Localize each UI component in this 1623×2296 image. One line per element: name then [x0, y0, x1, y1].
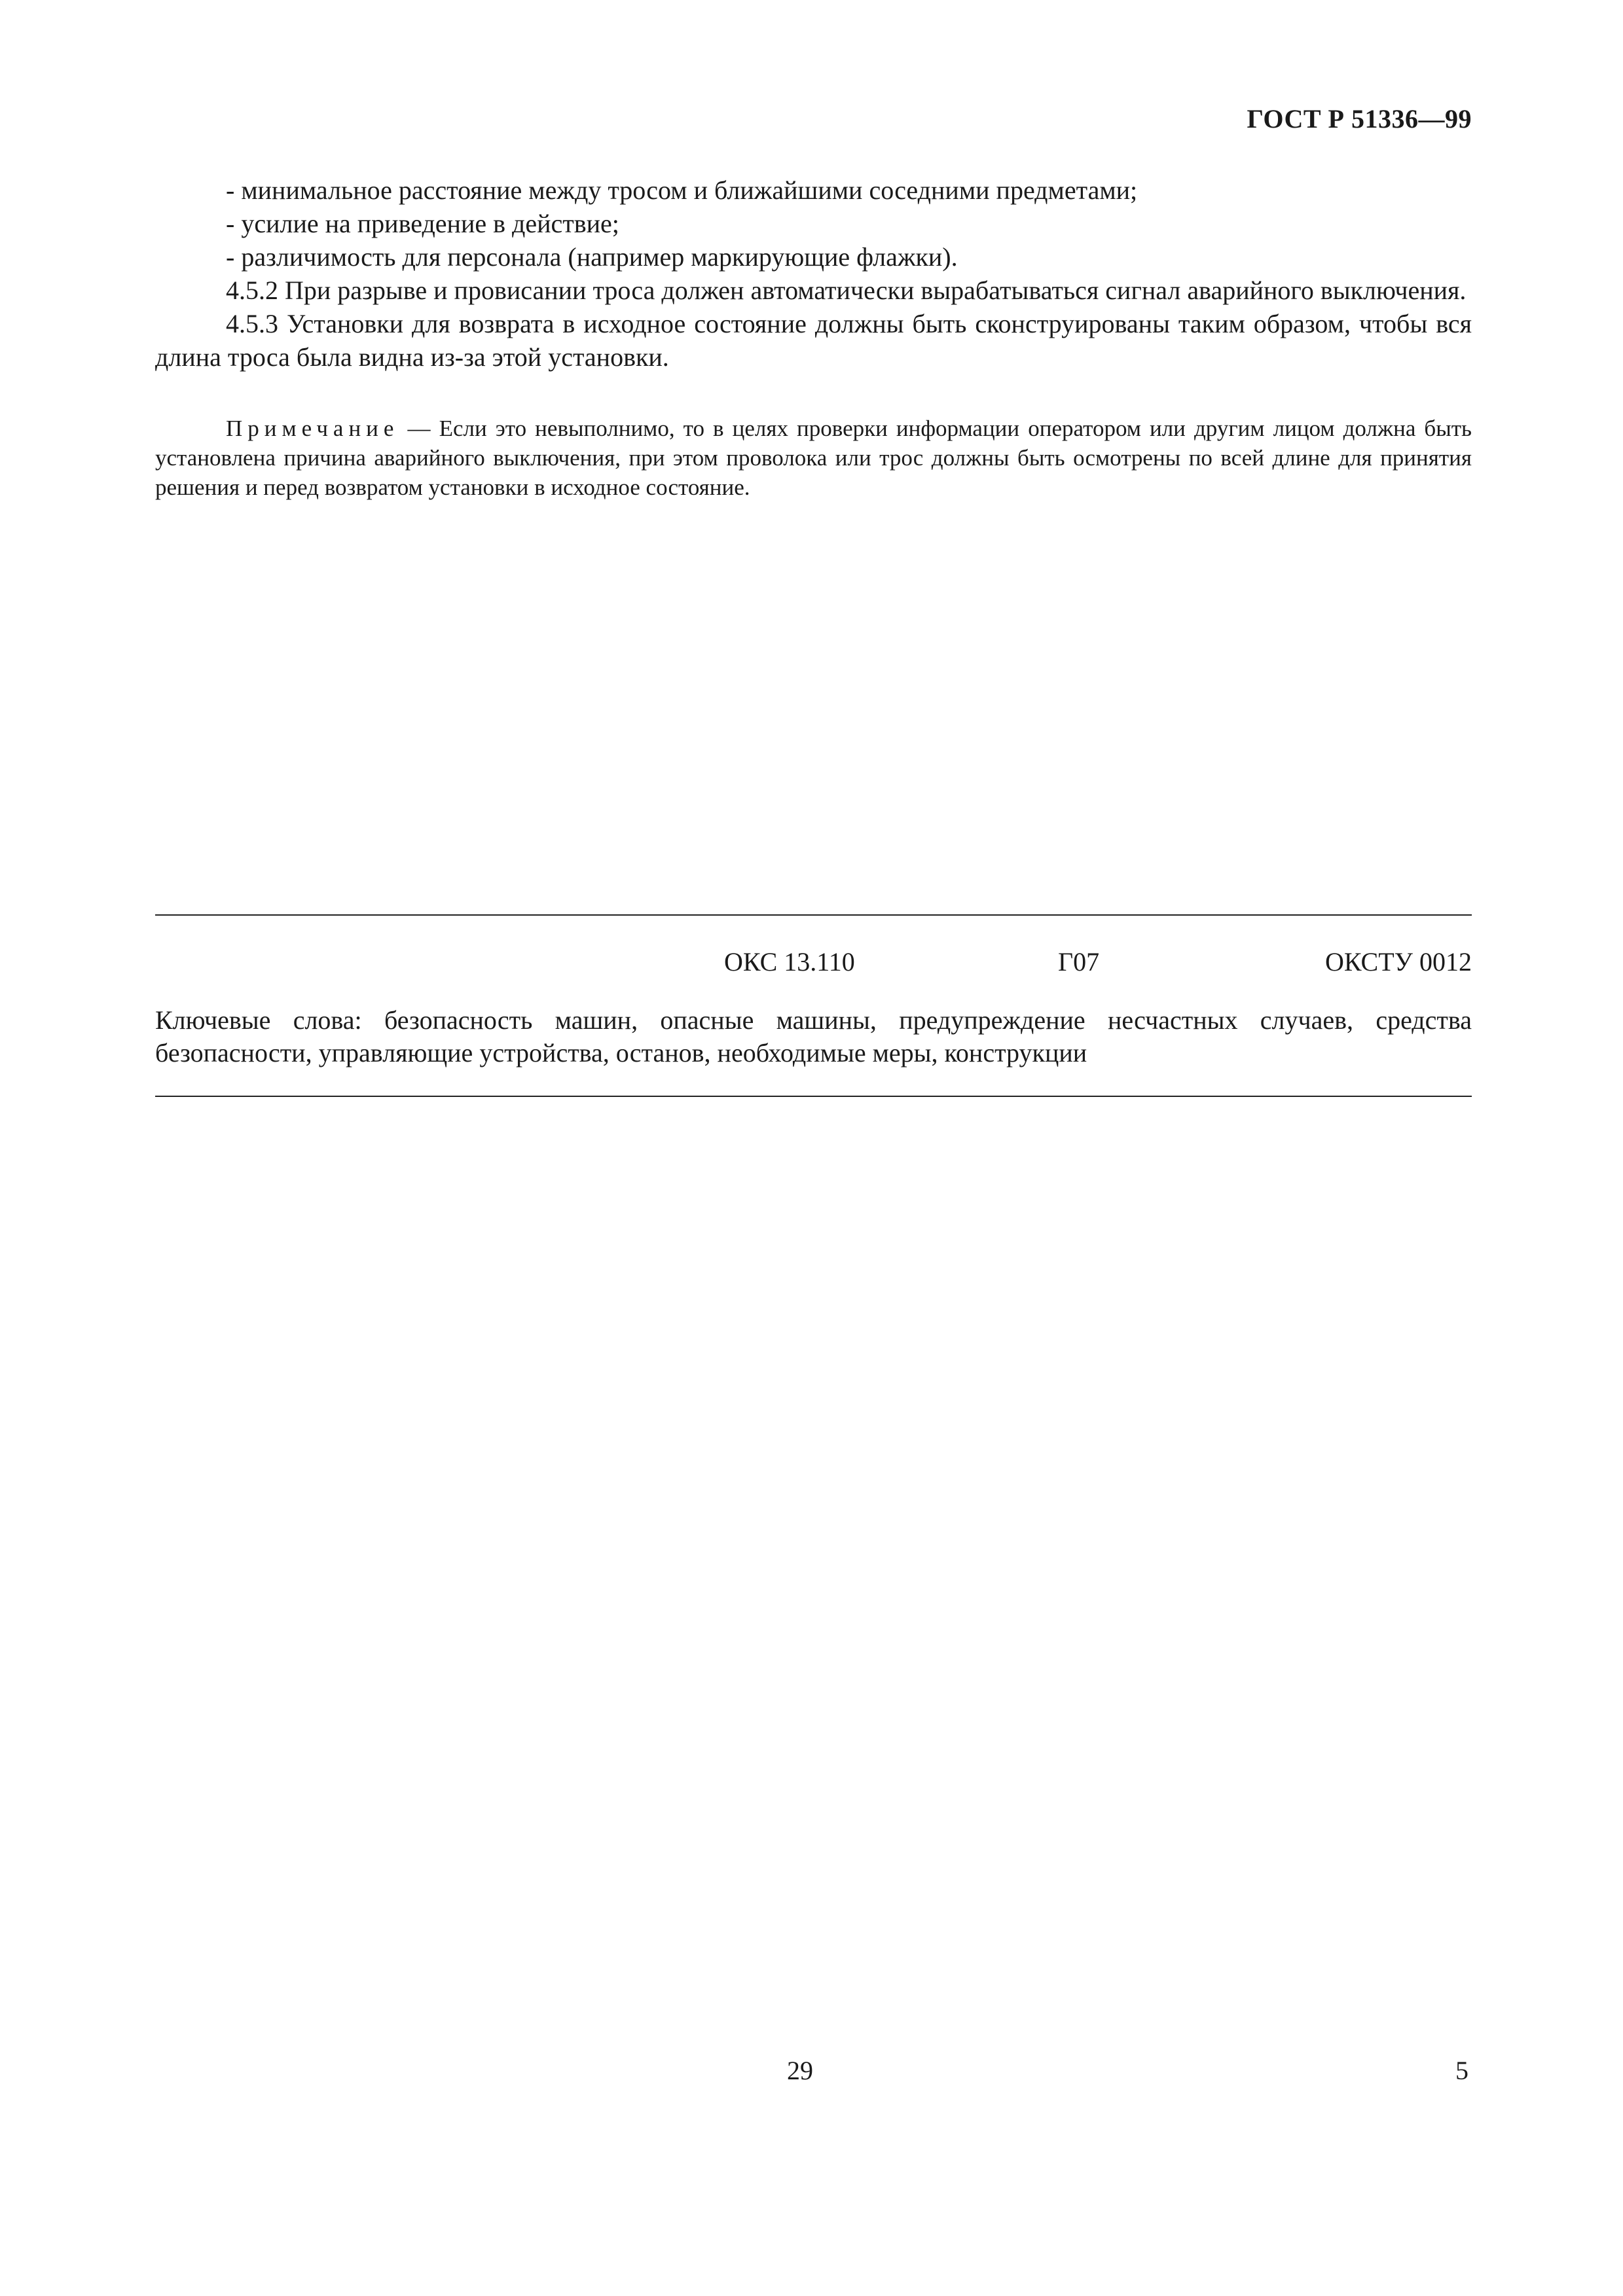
note-text: — Если это невыполнимо, то в целях проверки информации оператором или другим лицом должна быть установлена причина аварийного выключения, при этом проволока или трос должны быть осмотрены по всей длине для принятия решения и перед возвратом установки в исходное состояние. — [155, 416, 1472, 500]
note-paragraph — [155, 414, 1472, 502]
oks-code: ОКС 13.110 — [724, 947, 855, 977]
page-number-right: 5 — [1455, 2056, 1468, 2085]
body-text — [155, 173, 1472, 374]
divider-top — [155, 914, 1472, 916]
divider-bottom — [155, 1096, 1472, 1097]
list-item-min-distance: - минимальное расстояние между тросом и ближайшими соседними предметами; — [226, 175, 1138, 205]
note-label: Примечание — [226, 416, 399, 441]
clause-4-5-2: 4.5.2 При разрыве и провисании троса должен автоматически вырабатываться сигнал аварийного выключения. — [226, 276, 1467, 305]
page-number-center: 29 — [787, 2056, 813, 2085]
clause-4-5-3: 4.5.3 Установки для возврата в исходное состояние должны быть сконструированы таким образом, чтобы вся длина троса была видна из-за этой установки. — [155, 309, 1472, 372]
list-item-visibility: - различимость для персонала (например маркирующие флажки). — [226, 242, 958, 272]
group-code: Г07 — [1058, 947, 1100, 977]
document-standard-header: ГОСТ Р 51336—99 — [1247, 104, 1472, 134]
keywords-paragraph: Ключевые слова: безопасность машин, опасные машины, предупреждение несчастных случаев, средства безопасности, управляющие устройства, останов, необходимые меры, конструкции — [155, 1005, 1472, 1067]
list-item-actuation-force: - усилие на приведение в действие; — [226, 209, 619, 238]
okstu-code: ОКСТУ 0012 — [1324, 947, 1472, 977]
